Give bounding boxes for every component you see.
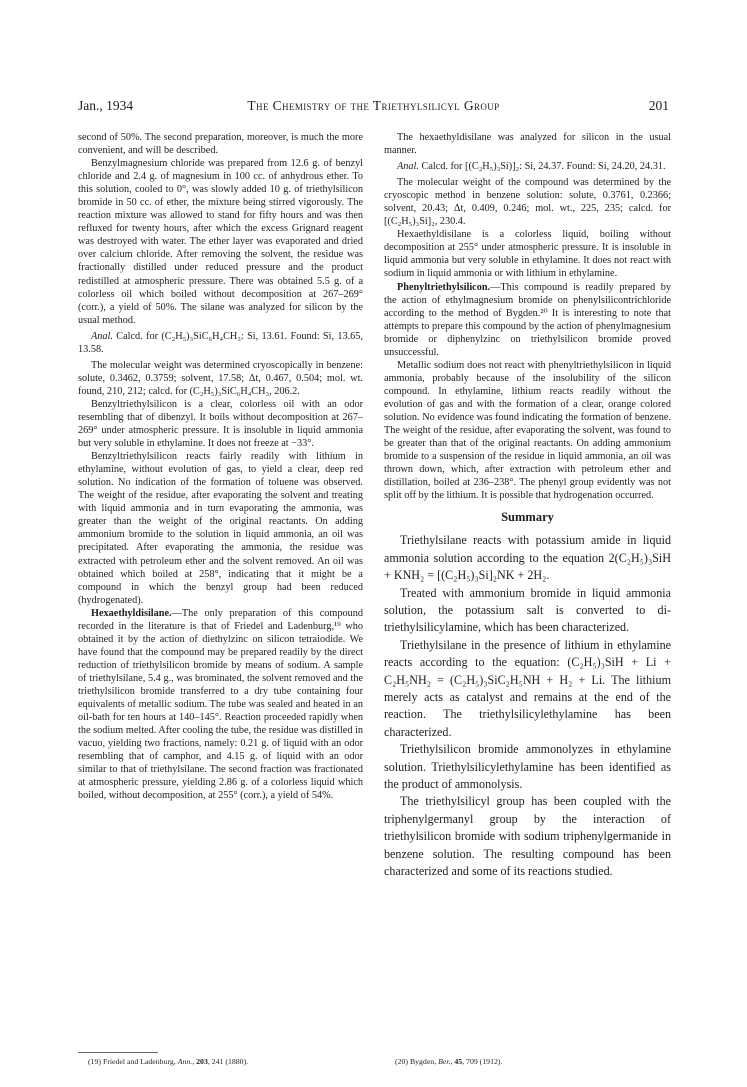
analysis-text: Calcd. for [(C₂H₅)₃Si)]₂: Si, 24.37. Found: Si, 24.20, 24.31.	[418, 161, 666, 173]
page-header	[78, 98, 669, 118]
summary-paragraph: Triethylsilane in the presence of lithium in ethylamine reacts according to the equation: (C₂H₅)₃SiH + Li + C₂H₅NH₂ = (C₂H₅)₃SiC₂H₅NH + H₂ + Li. The lithium merely acts as catalyst and remains at the end of the reaction. The triethylsilicylethylamine has been characterized.	[384, 637, 671, 739]
footnote-comma: ,	[192, 1057, 197, 1066]
section-text: —The only preparation of this compound recorded in the literature is that of Friedel and Ladenburg,¹⁹ who obtained it by the action of diethylzinc on silicon tetraiodide. We have found that the compound may be prepared readily by the direct reduction of triethylsilicon bromide by means of sodium. A sample of triethylsilane, 5.4 g., was brominated, the solvent removed and the triethylsilicon bromide transferred to a dry tube containing four equivalents of metallic sodium. The tube was sealed and heated in an oil-bath for ten hours at 140–145°. Reaction proceeded rapidly when the sodium melted. After cooling the tube, the residue was distilled in vacuo, yielding two fractions, namely: 0.21 g. of liquid with an odor resembling that of camphor, and 4.15 g. of liquid with an odor similar to that of triethylsilane. The second fraction was fractionated at atmospheric pressure, yielding 2.86 g. of a colorless liquid which boiled, without decomposition, at 255° (corr.), a yield of 54%.	[78, 607, 363, 802]
footnote-divider	[78, 1052, 158, 1053]
page-number: 201	[648, 98, 669, 113]
paragraph: The hexaethyldisilane was analyzed for silicon in the usual manner.	[384, 132, 671, 157]
volume-number: 203	[196, 1057, 208, 1066]
paragraph: Benzylmagnesium chloride was prepared from 12.6 g. of benzyl chloride and 2.4 g. of magnesium in 100 cc. of anhydrous ether. To this solution, cooled to 0°, was slowly added 10 g. of triethylsilicon bromide in 50 cc. of ether, the mixture being stirred vigorously. The reaction mixture was allowed to stand for fifty hours and was then refluxed for twenty hours, after which the excess Grignard reagent was destroyed with water. The ether layer was evaporated and dried over calcium chloride. After removing the solvent, the residue was fractionally distilled under reduced pressure and the product redistilled at atmospheric pressure. There was obtained 5.5 g. of a colorless oil which boiled without decomposition at 267–269° (corr.), a yield of 50%. The silane was analyzed for silicon by the usual method.	[78, 158, 363, 326]
footnote-text: (19) Friedel and Ladenburg,	[88, 1057, 178, 1066]
section-heading: Phenyltriethylsilicon.	[397, 281, 491, 293]
journal-name: Ann.	[177, 1057, 193, 1066]
section-paragraph	[78, 607, 363, 803]
paragraph: Hexaethyldisilane is a colorless liquid, boiling without decomposition at 255° under atmospheric pressure. It is insoluble in liquid ammonia but very soluble in ethylamine. It does not react with sodium in liquid ammonia or with lithium in ethylamine.	[384, 229, 671, 280]
running-title: The Chemistry of the Triethylsilicyl Group	[247, 98, 500, 113]
summary-paragraph: Triethylsilane reacts with potassium amide in liquid ammonia solution according to the equation 2(C₂H₅)₃SiH + KNH₂ = [(C₂H₅)₃Si]₂NK + 2H₂.	[384, 533, 671, 583]
left-column	[78, 131, 363, 802]
paragraph: The molecular weight of the compound was determined by the cryoscopic method in benzene solution: solute, 0.3761, 0.2366; solvent, 20.43; Δt, 0.409, 0.246; mol. wt., 225, 235; calcd. for [(C₂H₅)₃Si]₂, 230.4.	[384, 177, 671, 228]
paragraph: Metallic sodium does not react with phenyltriethylsilicon in liquid ammonia, probably because of the insolubility of the silicon compound. In ethylamine, lithium reacts readily without the evolution of gas and with the formation of a clear, orange colored solution. No evidence was found indicating the formation of benzene. The weight of the residue, after evaporating the solvent, was found to be greater than that of the original reactants. On adding ammonium bromide to a suspension of the residue in liquid ammonia, an oil was thrown down, which, after extraction with petroleum ether and distillation, boiled at 236–238°. The phenyl group evidently was not split off by the lithium. It is possible that hydrogenation occurred.	[384, 359, 671, 502]
section-paragraph	[384, 281, 671, 359]
section-text: —This compound is readily prepared by the action of ethylmagnesium bromide on phenylsilicontrichloride according to the method of Bygden.²⁰ It is interesting to note that attempts to prepare this compound by the action of phenylmagnesium bromide or diphenylzinc on triethylsilicon bromide proved unsuccessful.	[384, 281, 671, 358]
anal-label: Anal.	[397, 161, 419, 173]
summary-section	[384, 532, 671, 880]
paragraph: second of 50%. The second preparation, moreover, is much the more convenient, and will be described.	[78, 132, 363, 157]
analysis-text: Calcd. for (C₂H₅)₃SiC₆H₄CH₃: Si, 13.61. Found: Si, 13.65, 13.58.	[78, 330, 363, 355]
footnote-comma: ,	[450, 1057, 455, 1066]
anal-label: Anal.	[91, 330, 113, 342]
footnote-text: (20) Bygden,	[395, 1057, 439, 1066]
paragraph: Benzyltriethylsilicon reacts fairly readily with lithium in ethylamine, without evolution of gas, to yield a clear, deep red solution. No indication of the formation of toluene was observed. The weight of the residue, after evaporating the solvent and treating with liquid ammonia and in turn evaporating the ammonia, was greater than the weight of the original reactants. On adding ammonium bromide to the solution in liquid ammonia, an oil was precipitated. After evaporating the ammonia, the residue was extracted with petroleum ether and the solvent removed. An oil was obtained which boiled at 258°, indicating that it might be a compound in which the benzyl group had been reduced (hydrogenated).	[78, 451, 363, 606]
footnote-20	[395, 1057, 502, 1067]
volume-number: 45	[454, 1057, 463, 1066]
paragraph: The molecular weight was determined cryoscopically in benzene: solute, 0.3462, 0.3759; solvent, 17.58; Δt, 0.467, 0.504; mol. wt. found, 210, 212; calcd. for (C₂H₅)₃SiC₆H₄CH₃, 206.2.	[78, 359, 363, 397]
analysis-paragraph	[78, 330, 363, 356]
journal-name: Ber.	[438, 1057, 451, 1066]
footnote-text: , 241 (1880).	[207, 1057, 249, 1066]
summary-paragraph: Treated with ammonium bromide in liquid ammonia solution, the potassium salt is converted to di-triethylsilicylamine, which has been characterized.	[384, 585, 671, 635]
footnote-text: , 709 (1912).	[462, 1057, 503, 1066]
journal-date: Jan., 1934	[78, 98, 134, 113]
summary-paragraph: The triethylsilicyl group has been coupled with the triphenylgermanyl group by the interaction of triethylsilicon bromide with sodium triphenylgermanide in benzene solution. The resulting compound has been characterized and some of its reactions studied.	[384, 794, 671, 879]
summary-paragraph: Triethylsilicon bromide ammonolyzes in ethylamine solution. Triethylsilicylethylamine has been identified as the product of ammonolysis.	[384, 742, 671, 792]
analysis-paragraph	[384, 160, 671, 173]
paragraph: Benzyltriethylsilicon is a clear, colorless oil with an odor resembling that of dibenzyl. It boils without decomposition at 267–269° under atmospheric pressure. It is insoluble in liquid ammonia but very soluble in ethylamine. It does not freeze at −33°.	[78, 398, 363, 450]
footnote-19	[88, 1057, 248, 1067]
section-heading: Hexaethyldisilane.	[91, 607, 172, 619]
right-column	[384, 131, 671, 880]
summary-heading: Summary	[501, 510, 554, 525]
